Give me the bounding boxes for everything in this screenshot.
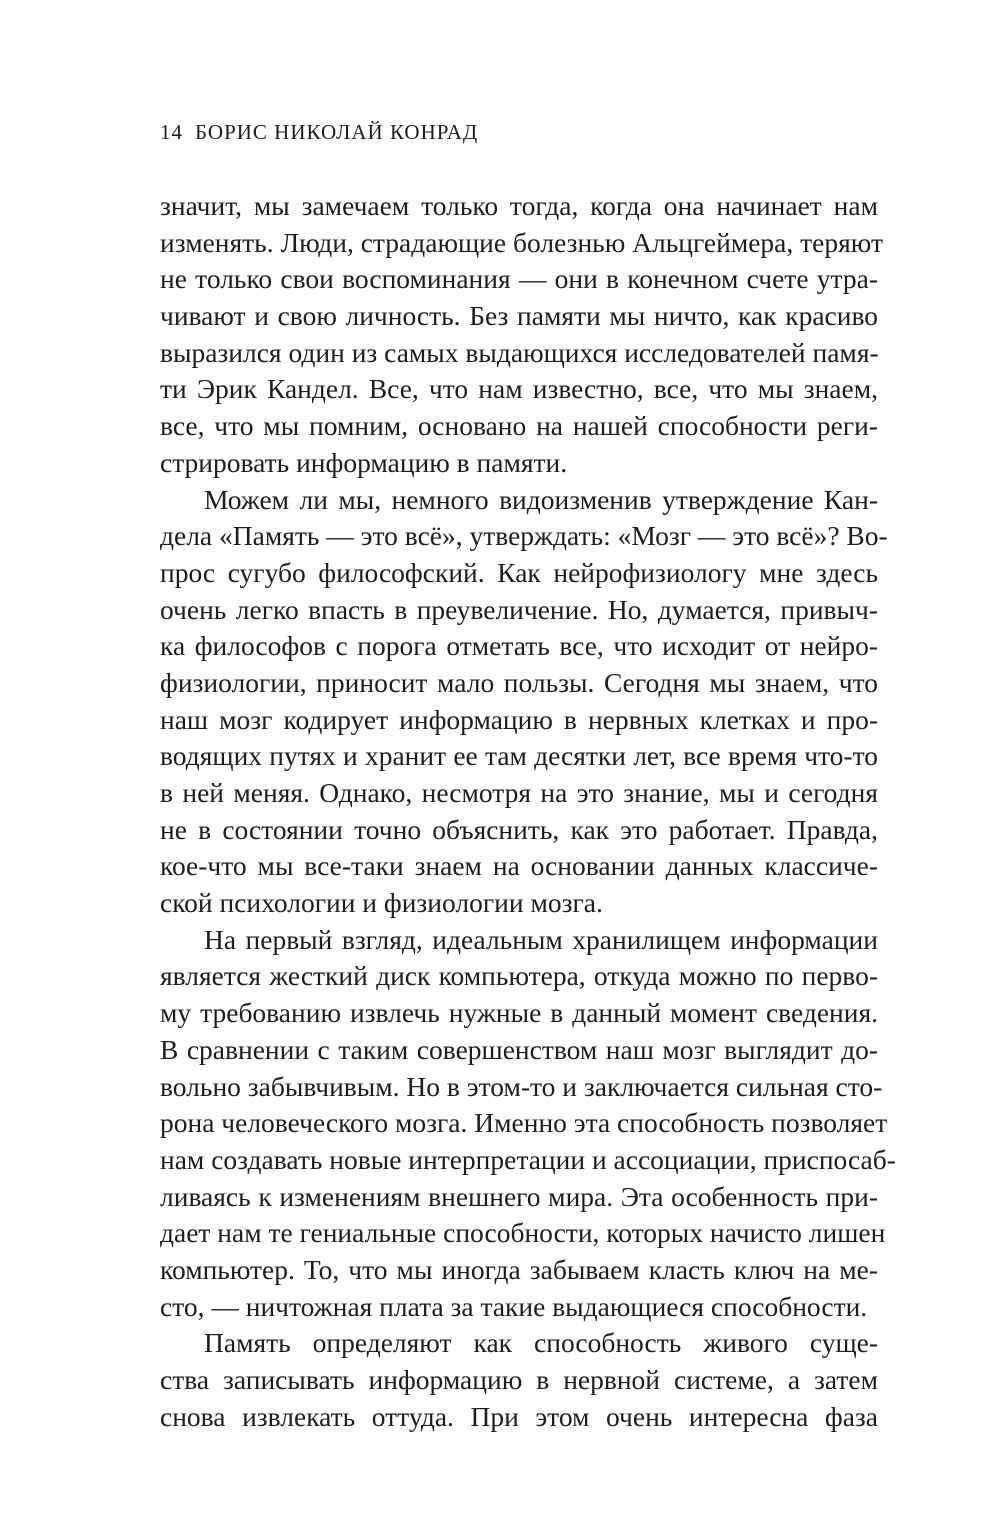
text-line: нам создавать новые интерпретации и ассоциации, приспосаб- <box>160 1143 896 1175</box>
text-line: ливаясь к изменениям внешнего мира. Эта особенность при- <box>160 1180 878 1212</box>
text-line: чивают и свою личность. Без памяти мы ничто, как красиво <box>160 300 878 332</box>
text-line: изменять. Люди, страдающие болезнью Альцгеймера, теряют <box>160 226 883 258</box>
text-line: является жесткий диск компьютера, откуда можно по перво- <box>160 960 878 992</box>
text-line: водящих путях и хранит ее там десятки лет, все время что-то <box>160 740 878 772</box>
text-line: дела «Память — это всё», утверждать: «Мозг — это всё»? Во- <box>160 520 888 552</box>
paragraph <box>160 1325 878 1435</box>
author-name: БОРИС НИКОЛАЙ КОНРАД <box>195 120 479 144</box>
text-line: ка философов с порога отметать все, что исходит от нейро- <box>160 630 878 662</box>
text-line: рона человеческого мозга. Именно эта способность позволяет <box>160 1107 888 1139</box>
text-line: значит, мы замечаем только тогда, когда она начинает нам <box>160 190 878 221</box>
body-text <box>160 188 896 1435</box>
text-line: не только свои воспоминания — они в конечном счете утра- <box>160 263 878 295</box>
text-line: прос сугубо философский. Как нейрофизиологу мне здесь <box>160 556 878 588</box>
page-number: 14 <box>160 120 183 144</box>
text-line: все, что мы помним, основано на нашей способности реги- <box>160 410 878 442</box>
text-line: не в состоянии точно объяснить, как это работает. Правда, <box>160 813 878 845</box>
text-line: В сравнении с таким совершенством наш мозг выглядит до- <box>160 1033 878 1065</box>
text-line: стрировать информацию в памяти. <box>160 446 568 478</box>
paragraph <box>160 188 883 482</box>
text-line: му требованию извлечь нужные в данный момент сведения. <box>160 997 878 1029</box>
text-line: физиологии, приносит мало пользы. Сегодня мы знаем, что <box>160 666 878 698</box>
paragraph <box>160 922 896 1326</box>
paragraph <box>160 482 888 922</box>
text-line: Можем ли мы, немного видоизменив утверждение Кан- <box>204 483 878 515</box>
text-line: сто, — ничтожная плата за такие выдающиеся способности. <box>160 1290 868 1322</box>
text-line: ской психологии и физиологии мозга. <box>160 887 603 919</box>
text-line: выразился один из самых выдающихся исследователей памя- <box>160 336 879 368</box>
text-line: вольно забывчивым. Но в этом-то и заключается сильная сто- <box>160 1070 883 1102</box>
text-line: кое-что мы все-таки знаем на основании данных классиче- <box>160 850 878 882</box>
text-line: Память определяют как способность живого суще- <box>204 1327 878 1359</box>
text-line: снова извлекать оттуда. При этом очень интересна фаза <box>160 1400 878 1432</box>
text-line: На первый взгляд, идеальным хранилищем информации <box>204 923 878 955</box>
text-line: очень легко впасть в преувеличение. Но, думается, привыч- <box>160 593 878 625</box>
text-line: наш мозг кодирует информацию в нервных клетках и про- <box>160 703 878 735</box>
text-line: дает нам те гениальные способности, которых начисто лишен <box>160 1217 886 1249</box>
text-line: в ней меняя. Однако, несмотря на это знание, мы и сегодня <box>160 777 878 808</box>
running-head <box>160 118 478 146</box>
text-line: ти Эрик Кандел. Все, что нам известно, все, что мы знаем, <box>160 373 878 405</box>
text-line: компьютер. То, что мы иногда забываем класть ключ на ме- <box>160 1253 878 1285</box>
text-line: ства записывать информацию в нервной системе, а затем <box>160 1364 878 1395</box>
